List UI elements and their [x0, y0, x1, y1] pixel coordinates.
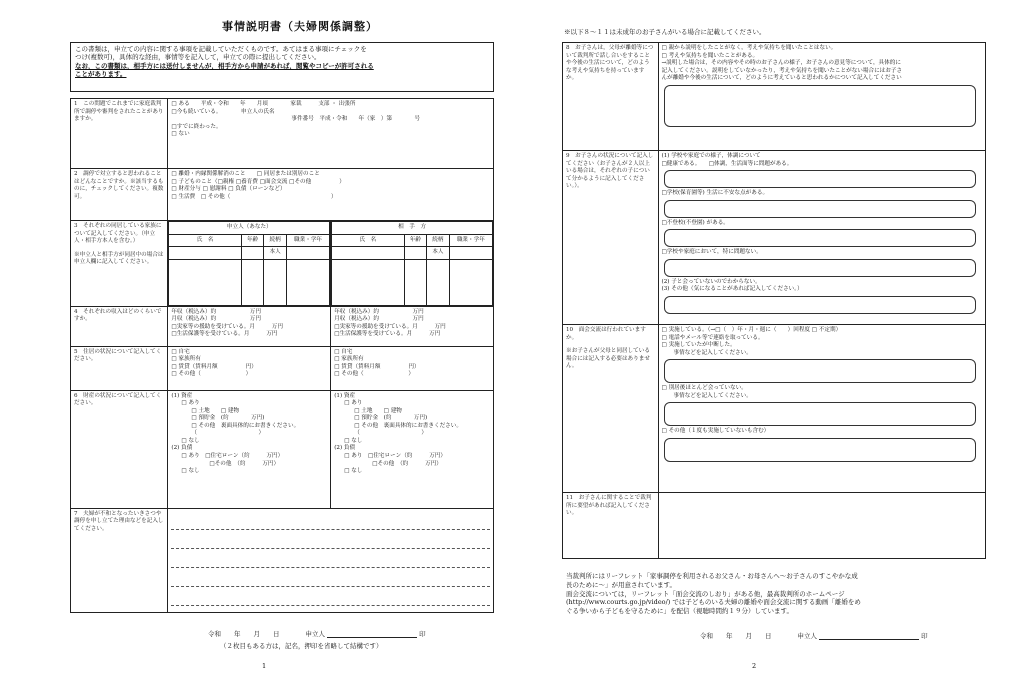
q10-instruction: 事情などを記入してください。 — [673, 349, 752, 356]
col-relation: 続柄 — [264, 234, 287, 247]
col-job: 職業・学年 — [286, 234, 329, 247]
assets-detail: （ ） — [354, 430, 427, 437]
q6-other — [331, 390, 494, 508]
assets-other[interactable]: □ その他 裏面具体的にお書きください。 — [191, 422, 300, 429]
page-number: 2 — [752, 662, 757, 670]
debt-other[interactable]: □その他 （約 万円） — [372, 460, 442, 467]
question-3-label — [71, 221, 168, 307]
note-line: (http://www.courts.go.jp/video/) では子どものいる夫婦の離婚や面会交流に関する動画「離婚をめ — [566, 598, 861, 607]
debt-no[interactable]: □ なし — [344, 468, 363, 475]
seal-mark: 印 — [921, 632, 928, 640]
q9-bracket-input[interactable] — [664, 229, 976, 247]
assets-head: (1) 資産 — [171, 392, 193, 399]
q10-instruction: 事情などを記入してください。 — [673, 392, 752, 399]
debt-no[interactable]: □ なし — [181, 468, 200, 475]
q4-other — [331, 306, 494, 346]
family-support[interactable]: □実家等の援助を受けている。月 万円 — [334, 323, 446, 330]
assets-yes[interactable]: □ あり — [181, 400, 200, 407]
self-cell: 本人 — [264, 247, 287, 260]
question-1-answer — [168, 99, 494, 169]
q8-answer — [658, 43, 985, 151]
q2-option[interactable]: □ 離婚・内縁関係解消のこと □ 同居または別居のこと — [171, 171, 320, 177]
note-line: 当裁判所にはリーフレット「家事調停を利用されるお父さん・お母さんへ～お子さんのすこやかな成 — [566, 572, 858, 580]
q9-bracket-input[interactable] — [664, 296, 976, 314]
q1-case-number: 事件番号 平成・令和 年（家 ）第 号 — [291, 116, 421, 123]
q10-interrupted[interactable]: □ 実施していたが中断した。 — [661, 342, 736, 349]
q7-answer-area[interactable] — [168, 508, 494, 612]
self-cell: 本人 — [427, 247, 450, 260]
col-age: 年齢 — [404, 234, 427, 247]
intro-warning: なお，この書類は，相手方には送付しませんが，相手方から申請があれば，閲覧やコピーが許可される — [75, 61, 374, 70]
question-1-label: 1 この問題でこれまでに家庭裁判所で調停や審判をされたことがありますか。 — [71, 99, 168, 169]
assets-other[interactable]: □ その他 裏面具体的にお書きください。 — [354, 422, 462, 429]
col-name: 氏 名 — [169, 234, 241, 247]
debt-yes[interactable]: □ あり □住宅ローン（約 万円） — [344, 453, 446, 460]
q9-answer — [658, 151, 985, 325]
question-6-label: 6 財産の状況について記入してください。 — [71, 390, 168, 508]
q9-bracket-input[interactable] — [664, 170, 976, 188]
seal-mark: 印 — [419, 630, 426, 638]
annual-income: 年収（税込み）約 万円 — [334, 308, 424, 315]
q5-other — [331, 346, 494, 390]
form-table-page1 — [70, 98, 494, 613]
page2-header-note: ※以下８～１１は未成年のお子さんがいる場合に記載してください。 — [564, 28, 766, 36]
footer-note: （２枚目もある方は，記名，押印を省略して結構です） — [220, 642, 383, 650]
debt-other[interactable]: □その他 （約 万円） — [209, 460, 280, 467]
q1-option-ongoing[interactable]: □今も続いている。 申立人の氏名 — [171, 108, 275, 115]
page-number: 1 — [262, 662, 267, 670]
footer-date-line — [700, 632, 928, 640]
assets-savings[interactable]: □ 預貯金 (約 万円) — [191, 415, 265, 422]
q10-bracket-input[interactable] — [664, 438, 976, 462]
question-9-label: 9 お子さんの状況について記入してください（お子さんが２人以上いる場合は，それぞれの子について分かるように記入してください。）。 — [563, 151, 659, 325]
home-family[interactable]: □ 家族所有 — [171, 356, 201, 363]
assets-detail: （ ） — [191, 430, 265, 437]
assets-no[interactable]: □ なし — [344, 437, 363, 444]
debt-yes[interactable]: □ あり □住宅ローン（約 万円） — [181, 453, 284, 460]
note-line: 面会交流については，リーフレット「面会交流のしおり」がある他，最高裁判所のホームページ — [566, 589, 845, 598]
q8-instruction: んが離婚や今後の生活について，どのように考えていると思われるかについて記入してください — [661, 75, 902, 82]
intro-line: この書類は，申立ての内容に関する事項を記載していただくものです。あてはまる事項にチェックを — [75, 45, 367, 53]
question-2-label: 2 調停で対立すると思われることはどんなことですか。※該当するものに，チェックしてください。複数可。 — [71, 169, 168, 221]
q3-other-head: 相 手 方 — [332, 222, 493, 235]
q11-answer-area[interactable] — [658, 493, 985, 559]
q6-applicant — [168, 390, 331, 508]
q10-implemented[interactable]: □ 実施している。（→□（ ）年・月・週に（ ）回程度 □ 不定期） — [661, 327, 842, 333]
q10-other[interactable]: □ その他（１度も実施していないも含む） — [661, 428, 770, 435]
question-4-label: 4 それぞれの収入はどのくらいですか。 — [71, 306, 168, 346]
assets-savings[interactable]: □ 預貯金 (約 万円) — [354, 415, 428, 422]
monthly-income: 月収（税込み）約 万円 — [171, 316, 261, 323]
q8-instruction: →説明した場合は，その内容やその時のお子さんの様子，お子さんの意見等について，具体的に — [661, 60, 901, 67]
col-name: 氏 名 — [332, 234, 404, 247]
q2-option[interactable]: □ 子どものこと（□親権 □養育費 □面会交流 □その他 ） — [171, 178, 345, 185]
signature-line[interactable] — [327, 631, 417, 638]
q2-option[interactable]: □ 財産分与 □ 慰謝料 □ 負債（ローンなど） — [171, 186, 286, 193]
assets-land[interactable]: □ 土地 □ 建物 — [354, 407, 402, 414]
note-line: ぐる争いから子どもを守るために」を配信（視聴時間約１９分）しています。 — [566, 607, 793, 616]
q8-option-not-asked[interactable]: □ 親から説明をしたことがなく，考えや気持ちを聞いたことはない。 — [661, 45, 837, 51]
q8-instruction: 記入してください。説明をしていなかったり，考えや気持ちを聞いたことがない場合にはお子さ — [661, 67, 903, 74]
q9-bracket-input[interactable] — [664, 259, 976, 277]
q9-non-attendance[interactable]: □不登校(不登園) がある。 — [661, 219, 729, 226]
q2-option[interactable]: □ 生活費 □ その他（ ） — [171, 193, 337, 200]
q10-text: 10 面会交流は行われていますか。 — [566, 327, 646, 341]
question-5-label: 5 住居の状況について記入してください。 — [71, 346, 168, 390]
q9-sub1: (1) 学校や家庭での様子，体調について — [661, 153, 761, 159]
assets-no[interactable]: □ なし — [181, 437, 200, 444]
page-2 — [512, 0, 1024, 683]
intro-warning: ことがあります。 — [75, 70, 127, 79]
assets-head: (1) 資産 — [334, 392, 356, 399]
assets-yes[interactable]: □ あり — [344, 400, 363, 407]
q8-option-asked[interactable]: □ 考えや気持ちを聞いたことがある。 — [661, 52, 759, 59]
q1-option-no[interactable]: □ ない — [171, 131, 190, 138]
q8-bracket-input[interactable] — [664, 85, 976, 127]
col-job: 職業・学年 — [449, 234, 492, 247]
q9-other[interactable]: (3) その他（気になることがあれば記入してください。） — [661, 286, 803, 293]
footer-date-line — [208, 630, 426, 638]
question-10-label — [563, 325, 659, 493]
q3-applicant-head: 申立人（あなた） — [169, 222, 330, 235]
home-rent[interactable]: □ 賃貸（賃料月額 円） — [171, 363, 257, 370]
welfare[interactable]: □生活保護等を受けている。月 万円 — [171, 331, 278, 338]
q10-contact[interactable]: □ 電話やメール等で連絡を取っている。 — [661, 334, 764, 341]
home-own[interactable]: □ 自宅 — [334, 348, 353, 355]
home-own[interactable]: □ 自宅 — [171, 348, 190, 355]
q1-option-yes[interactable]: □ ある 平成・令和 年 月頃 家裁 支部 ・ 出張所 — [171, 101, 356, 107]
debt-head: (2) 負債 — [334, 445, 356, 452]
home-other[interactable]: □ その他（ ） — [334, 371, 414, 378]
question-8-label: 8 お子さんは，父母が離婚等について裁判所で話し合いをすることや今後の生活について，どのような考えや気持ちを持っていますか。 — [563, 43, 659, 151]
q9-health[interactable]: □健康である。 □体調，生活面等に問題がある。 — [661, 160, 793, 167]
footer-date: 令和 年 月 日 申立人 — [208, 630, 325, 638]
footer-date: 令和 年 月 日 申立人 — [700, 632, 817, 640]
q5-applicant — [168, 346, 331, 390]
q10-note: ※お子さんが父母と同居している場合には記入する必要はありません。 — [566, 348, 650, 370]
home-rent[interactable]: □ 賃貸（賃料月額 円） — [334, 363, 420, 370]
q3-applicant-table — [168, 221, 331, 307]
q3-note: ※申立人と相手方が同居中の場合は申立人欄に記入してください。 — [74, 251, 164, 266]
q10-answer — [658, 325, 985, 493]
leaflet-note — [566, 572, 986, 616]
col-relation: 続柄 — [427, 234, 450, 247]
q3-text: 3 それぞれの同居している家族について記入してください。（申立人・相手方本人を含む。） — [74, 223, 162, 245]
question-2-answer — [168, 169, 494, 221]
q9-unknown[interactable]: (2) 子と会っていないのでわからない。 — [661, 278, 761, 285]
q10-rarely-met[interactable]: □ 別居後ほとんど会っていない。 — [661, 385, 747, 392]
q1-option-ended[interactable]: □すでに終わった。 — [171, 123, 222, 130]
q9-no-problem[interactable]: □学校や家庭において，特に問題ない。 — [661, 249, 762, 256]
q10-bracket-input[interactable] — [664, 402, 976, 426]
intro-line: つけ(複数可)，具体的な経由，事情等を記入して，申立ての際に提出してください。 — [75, 53, 321, 62]
note-line: 長のために～」が用意されています。 — [566, 580, 676, 589]
assets-land[interactable]: □ 土地 □ 建物 — [191, 407, 240, 414]
family-support[interactable]: □実家等の援助を受けている。月 万円 — [171, 323, 283, 330]
q10-bracket-input[interactable] — [664, 359, 976, 383]
form-table-page2 — [562, 42, 986, 559]
welfare[interactable]: □生活保護等を受けている。月 万円 — [334, 331, 441, 338]
q9-school-anxiety[interactable]: □学校(保育園等) 生活に不安な点がある。 — [661, 190, 769, 197]
home-other[interactable]: □ その他（ ） — [171, 371, 252, 378]
q9-bracket-input[interactable] — [664, 200, 976, 218]
document-title: 事情説明書（夫婦関係調整） — [222, 20, 378, 33]
q3-other-table — [331, 221, 494, 307]
question-11-label: 11 お子さんに関することで裁判所に要望があれば記入してください。 — [563, 493, 659, 559]
annual-income: 年収（税込み）約 万円 — [171, 308, 261, 315]
q4-applicant — [168, 306, 331, 346]
intro-box — [70, 42, 494, 92]
col-age: 年齢 — [241, 234, 264, 247]
monthly-income: 月収（税込み）約 万円 — [334, 316, 424, 323]
question-7-label: 7 夫婦が不和となったいきさつや調停を申し立てた理由などを記入してください。 — [71, 508, 168, 612]
home-family[interactable]: □ 家族所有 — [334, 356, 364, 363]
signature-line[interactable] — [819, 633, 919, 640]
debt-head: (2) 負債 — [171, 445, 193, 452]
